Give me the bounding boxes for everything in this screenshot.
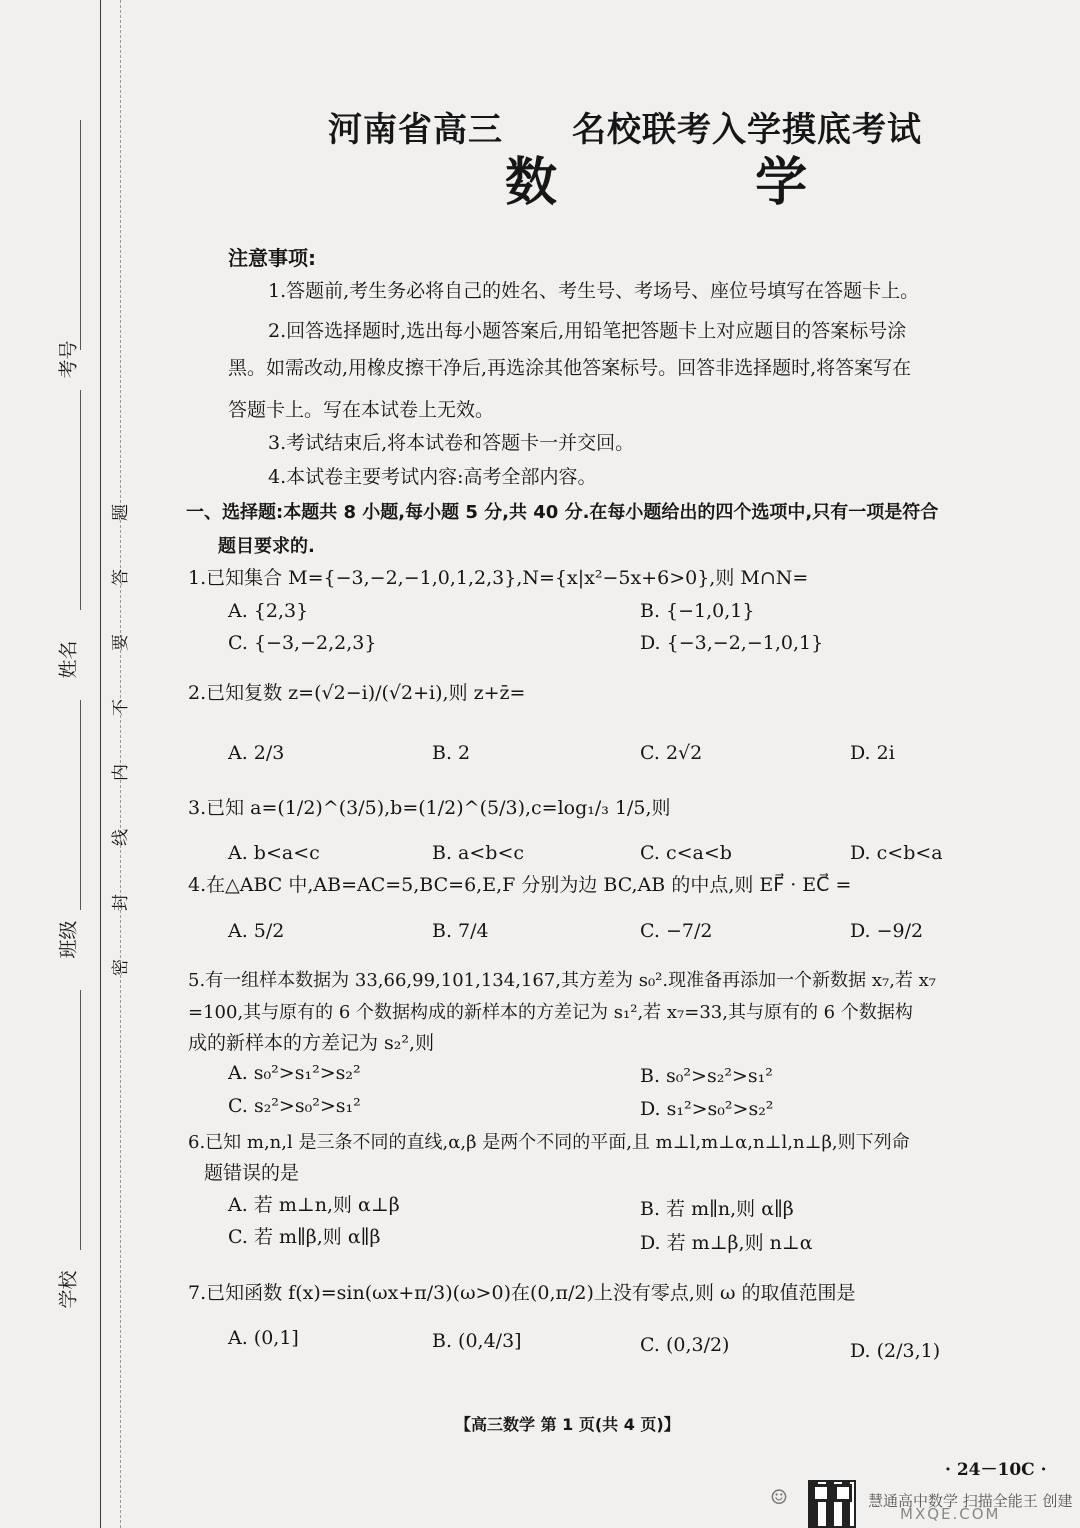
question-6-option-c: C. 若 m∥β,则 α∥β bbox=[228, 1226, 381, 1248]
notice-title: 注意事项: bbox=[228, 246, 316, 270]
question-5-stem-cont: =100,其与原有的 6 个数据构成的新样本的方差记为 s₁²,若 x₇=33,其与原有的 6 个数据构 bbox=[188, 1002, 913, 1023]
school-label: 学校 bbox=[57, 1270, 80, 1309]
school-field bbox=[52, 1270, 82, 1309]
question-1-option-d: D. {−3,−2,−1,0,1} bbox=[640, 632, 824, 654]
question-3-option-c: C. c<a<b bbox=[640, 842, 732, 864]
question-4-option-c: C. −7/2 bbox=[640, 920, 713, 942]
page-footer: 【高三数学 第 1 页(共 4 页)】 bbox=[455, 1415, 680, 1434]
question-7-stem: 7.已知函数 f(x)=sin(ωx+π/3)(ω>0)在(0,π/2)上没有零点,则 ω 的取值范围是 bbox=[188, 1282, 856, 1304]
wechat-icon: ☺ bbox=[770, 1485, 788, 1509]
question-4-option-b: B. 7/4 bbox=[432, 920, 489, 942]
seal-char: 内 bbox=[111, 764, 131, 781]
question-5-option-c: C. s₂²>s₀²>s₁² bbox=[228, 1095, 361, 1117]
seal-char: 封 bbox=[111, 894, 131, 911]
class-field bbox=[52, 920, 82, 959]
question-4-stem: 4.在△ABC 中,AB=AC=5,BC=6,E,F 分别为边 BC,AB 的中点,则 EF⃗ · EC⃗ = bbox=[188, 874, 852, 896]
question-6-option-d: D. 若 m⊥β,则 n⊥α bbox=[640, 1232, 813, 1254]
question-7-option-c: C. (0,3/2) bbox=[640, 1334, 730, 1356]
paper-code: · 24－10C · bbox=[945, 1460, 1047, 1480]
question-3-option-b: B. a<b<c bbox=[432, 842, 525, 864]
class-line bbox=[80, 700, 81, 910]
name-field bbox=[52, 640, 82, 679]
question-2-option-b: B. 2 bbox=[432, 742, 471, 764]
site-watermark: MXQE.COM bbox=[900, 1505, 1001, 1523]
question-1-option-a: A. {2,3} bbox=[228, 600, 309, 622]
notice-line: 4.本试卷主要考试内容:高考全部内容。 bbox=[268, 466, 597, 488]
binding-line bbox=[100, 0, 101, 1528]
question-5-stem: 5.有一组样本数据为 33,66,99,101,134,167,其方差为 s₀².现准备再添加一个新数据 x₇,若 x₇ bbox=[188, 970, 937, 991]
question-5-option-b: B. s₀²>s₂²>s₁² bbox=[640, 1065, 773, 1087]
question-6-stem: 6.已知 m,n,l 是三条不同的直线,α,β 是两个不同的平面,且 m⊥l,m⊥α,n⊥l,n⊥β,则下列命 bbox=[188, 1132, 910, 1153]
question-3-stem: 3.已知 a=(1/2)^(3/5),b=(1/2)^(5/3),c=log₁/₃ 1/5,则 bbox=[188, 797, 671, 819]
name-line-upper bbox=[80, 390, 81, 610]
seal-char: 不 bbox=[111, 699, 131, 716]
section-heading-cont: 题目要求的. bbox=[218, 536, 315, 557]
question-1-option-b: B. {−1,0,1} bbox=[640, 600, 755, 622]
notice-line: 1.答题前,考生务必将自己的姓名、考生号、考场号、座位号填写在答题卡上。 bbox=[268, 280, 920, 302]
qr-code-icon bbox=[808, 1480, 856, 1528]
question-5-stem-end: 成的新样本的方差记为 s₂²,则 bbox=[188, 1032, 435, 1054]
question-7-option-d: D. (2/3,1) bbox=[850, 1340, 941, 1362]
question-2-option-a: A. 2/3 bbox=[228, 742, 285, 764]
question-3-option-a: A. b<a<c bbox=[228, 842, 320, 864]
school-line bbox=[80, 990, 81, 1250]
question-2-option-c: C. 2√2 bbox=[640, 742, 703, 764]
question-3-option-d: D. c<b<a bbox=[850, 842, 943, 864]
question-1-option-c: C. {−3,−2,2,3} bbox=[228, 632, 377, 654]
class-label: 班级 bbox=[57, 920, 80, 959]
subject-title: 数 学 bbox=[505, 153, 898, 213]
question-6-option-a: A. 若 m⊥n,则 α⊥β bbox=[228, 1194, 400, 1216]
question-2-option-d: D. 2i bbox=[850, 742, 895, 764]
question-4-option-a: A. 5/2 bbox=[228, 920, 285, 942]
notice-line: 答题卡上。写在本试卷上无效。 bbox=[228, 399, 495, 421]
seal-char: 答 bbox=[111, 569, 131, 586]
question-5-option-a: A. s₀²>s₁²>s₂² bbox=[228, 1062, 361, 1084]
notice-line: 黑。如需改动,用橡皮擦干净后,再选涂其他答案标号。回答非选择题时,将答案写在 bbox=[228, 357, 912, 379]
exam-number-field bbox=[52, 340, 82, 379]
name-label: 姓名 bbox=[57, 640, 80, 679]
exam-number-label: 考号 bbox=[57, 340, 80, 379]
question-6-stem-cont: 题错误的是 bbox=[204, 1162, 300, 1184]
section-heading: 一、选择题:本题共 8 小题,每小题 5 分,共 40 分.在每小题给出的四个选项中,只有一项是符合 bbox=[186, 502, 939, 523]
notice-line: 3.考试结束后,将本试卷和答题卡一并交回。 bbox=[268, 432, 635, 454]
seal-char: 题 bbox=[111, 504, 131, 521]
seal-char: 线 bbox=[111, 829, 131, 846]
question-5-option-d: D. s₁²>s₀²>s₂² bbox=[640, 1098, 774, 1120]
question-1-stem: 1.已知集合 M={−3,−2,−1,0,1,2,3},N={x|x²−5x+6>0},则 M∩N= bbox=[188, 567, 809, 589]
question-7-option-a: A. (0,1] bbox=[228, 1327, 299, 1349]
scanner-watermark: 慧通高中数学 扫描全能王 创建 bbox=[868, 1492, 1073, 1510]
exam-region: 河南省高三 bbox=[328, 110, 503, 150]
question-6-option-b: B. 若 m∥n,则 α∥β bbox=[640, 1198, 794, 1220]
question-4-option-d: D. −9/2 bbox=[850, 920, 924, 942]
exam-number-line bbox=[80, 120, 81, 350]
question-7-option-b: B. (0,4/3] bbox=[432, 1330, 522, 1352]
exam-title: 名校联考入学摸底考试 bbox=[572, 110, 922, 150]
seal-char: 密 bbox=[111, 959, 131, 976]
notice-line: 2.回答选择题时,选出每小题答案后,用铅笔把答题卡上对应题目的答案标号涂 bbox=[268, 320, 907, 342]
question-2-stem: 2.已知复数 z=(√2−i)/(√2+i),则 z+z̄= bbox=[188, 682, 526, 704]
seal-char: 要 bbox=[111, 634, 131, 651]
